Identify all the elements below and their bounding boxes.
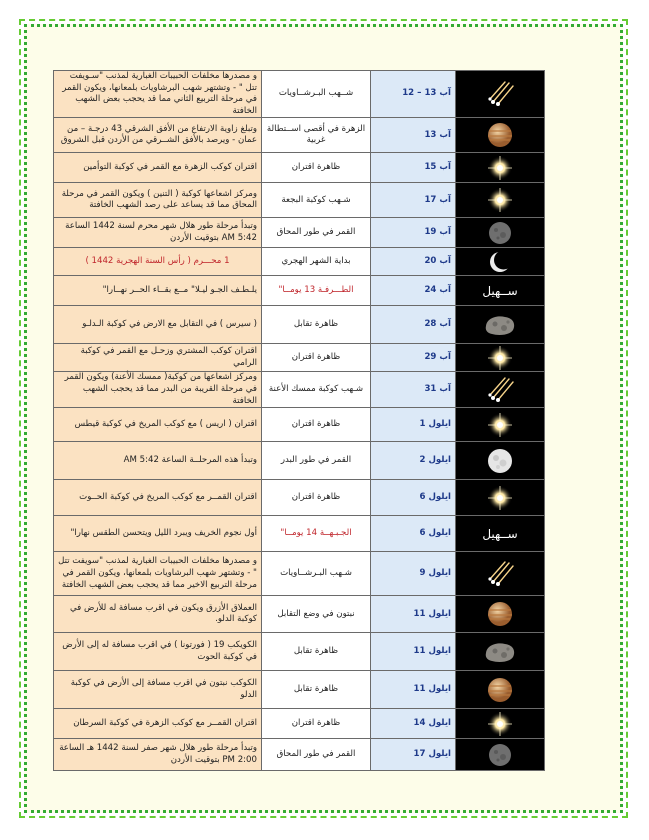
table-row	[54, 248, 545, 276]
event-description: ومركز اشعاعها كوكبة ( التنين ) ويكون القمر في مرحلة المحاق مما قد يساعد على رصد الشهب الخافتة	[54, 183, 262, 218]
event-name: ظاهرة تقابل	[262, 633, 371, 671]
event-date: آب 20	[371, 248, 456, 276]
event-description: اقتران القمــر مع كوكب الزهرة في كوكبة السرطان	[54, 709, 262, 739]
event-date: ايلول 11	[371, 671, 456, 709]
star-icon	[456, 153, 545, 183]
event-name: القمر في طور المحاق	[262, 218, 371, 248]
event-description: وتبدأ مرحلة طور هلال شهر محرم لسنة 1442 الساعة 5:42 AM بتوقيت الأردن	[54, 218, 262, 248]
event-name: بداية الشهر الهجري	[262, 248, 371, 276]
event-description: اقتران القمــر مع كوكب المريخ في كوكبة الحــوت	[54, 480, 262, 516]
table-row	[54, 183, 545, 218]
table-row	[54, 516, 545, 552]
event-name: شـهب كوكبة البجعة	[262, 183, 371, 218]
event-description: وتبدأ هذه المرحلــة الساعة 5:42 AM	[54, 442, 262, 480]
table-row	[54, 344, 545, 372]
event-description: الكويكب 19 ( فورتونا ) في اقرب مسافة له إلى الأرض في كوكبة الحوت	[54, 633, 262, 671]
event-date: ايلول 17	[371, 739, 456, 771]
event-description: ( سيرس ) في التقابل مع الارض في كوكبة الـدلـو	[54, 306, 262, 344]
event-date: آب 24	[371, 276, 456, 306]
table-row	[54, 372, 545, 408]
event-description: 1 محـــرم ( رأس السنة الهجرية 1442 )	[54, 248, 262, 276]
table-row	[54, 671, 545, 709]
star-icon	[456, 183, 545, 218]
event-description: العملاق الأزرق ويكون في اقرب مسافة له للأرض في كوكبة الدلو.	[54, 596, 262, 633]
event-name: ظاهرة اقتران	[262, 153, 371, 183]
event-name: ظاهرة تقابل	[262, 306, 371, 344]
event-name: القمر في طور البدر	[262, 442, 371, 480]
star-icon	[456, 344, 545, 372]
event-date: ايلول 11	[371, 633, 456, 671]
star-icon	[456, 709, 545, 739]
table-row	[54, 552, 545, 596]
event-date: ايلول 6	[371, 480, 456, 516]
event-date: آب 28	[371, 306, 456, 344]
event-date: آب 31	[371, 372, 456, 408]
meteor-icon	[456, 71, 545, 118]
event-name: ظاهرة تقابل	[262, 671, 371, 709]
table-row	[54, 71, 545, 118]
event-description: و مصدرها مخلفات الحبيبات الغبارية لمذنب "سـويفت تتل " - وتشتهر شهب البرشاويات بلمعانها، ويكون القمر في مرحلة التربيع الثاني مما قد يحجب بعض الشهب الخافتة	[54, 71, 262, 118]
asteroid-icon	[456, 633, 545, 671]
event-date: ايلول 9	[371, 552, 456, 596]
table-row	[54, 408, 545, 442]
event-description: اقتران كوكب المشتري وزحـل مع القمر في كوكبة الرامي	[54, 344, 262, 372]
star-icon	[456, 408, 545, 442]
event-date: آب 15	[371, 153, 456, 183]
suhail-label: ســهيل	[482, 526, 518, 541]
table-row	[54, 118, 545, 153]
event-date: ايلول 14	[371, 709, 456, 739]
event-date: ايلول 1	[371, 408, 456, 442]
event-date: آب 19	[371, 218, 456, 248]
event-description: ومركز اشعاعها من كوكبة( ممسك الأعنة) ويكون القمر في مرحلة القريبة من البدر مما قد يحجب الشهب الخافتة	[54, 372, 262, 408]
astronomy-calendar-table	[53, 70, 545, 771]
event-date: آب 29	[371, 344, 456, 372]
event-description: وتبلغ زاوية الارتفاع من الأفق الشرقي 43 درجـة – من عمان - ويرصد بالأفق الشــرقي من الأردن قبل الشروق	[54, 118, 262, 153]
event-name: الطـــرفـة 13 يومــا"	[262, 276, 371, 306]
suhail-icon	[456, 276, 545, 306]
event-date: آب 17	[371, 183, 456, 218]
table-row	[54, 709, 545, 739]
crescent-icon	[456, 248, 545, 276]
event-description: اقتران كوكب الزهرة مع القمر في كوكبة التوأمين	[54, 153, 262, 183]
table-row	[54, 442, 545, 480]
event-name: شـهب البـرشــاويات	[262, 552, 371, 596]
event-name: شـهب كوكبة ممسك الأعنة	[262, 372, 371, 408]
table-row	[54, 276, 545, 306]
event-name: شــهب البـرشــاويات	[262, 71, 371, 118]
event-date: آب 13 – 12	[371, 71, 456, 118]
jupiter-icon	[456, 596, 545, 633]
table-row	[54, 739, 545, 771]
table-row	[54, 153, 545, 183]
event-description: يلـطـف الجـو ليـلا" مــع بقــاء الحــر نهــارا"	[54, 276, 262, 306]
table-row	[54, 633, 545, 671]
jupiter-icon	[456, 671, 545, 709]
event-description: و مصدرها مخلفات الحبيبات الغبارية لمذنب "سويفت تتل " - وتشتهر شهب البرشاويات بلمعانها، ويكون القمر في مرحلة التربيع الاخير مما قد يحجب بعض الشهب الخافتة	[54, 552, 262, 596]
table-row	[54, 596, 545, 633]
event-date: ايلول 2	[371, 442, 456, 480]
event-name: ظاهرة اقتران	[262, 408, 371, 442]
meteor-icon	[456, 552, 545, 596]
event-date: آب 13	[371, 118, 456, 153]
event-name: الجـبـهــة 14 يومــا"	[262, 516, 371, 552]
suhail-label: ســهيل	[482, 283, 518, 298]
asteroid-icon	[456, 306, 545, 344]
event-date: ايلول 6	[371, 516, 456, 552]
suhail-icon	[456, 516, 545, 552]
table-row	[54, 218, 545, 248]
event-description: وتبدأ مرحلة طور هلال شهر صفر لسنة 1442 هـ الساعة 2:00 PM بتوقيت الأردن	[54, 739, 262, 771]
event-name: ظاهرة اقتران	[262, 480, 371, 516]
event-description: أول نجوم الخريف ويبرد الليل ويتحسن الطقس نهارا"	[54, 516, 262, 552]
event-name: ظاهرة اقتران	[262, 344, 371, 372]
dark-moon-icon	[456, 218, 545, 248]
star-icon	[456, 480, 545, 516]
event-name: الزهرة في أقصى اســتطالة غربية	[262, 118, 371, 153]
event-name: ظاهرة اقتران	[262, 709, 371, 739]
event-description: اقتران ( اريس ) مع كوكب المريخ في كوكبة قيطس	[54, 408, 262, 442]
table-row	[54, 480, 545, 516]
event-date: ايلول 11	[371, 596, 456, 633]
event-name: نبتون في وضع التقابل	[262, 596, 371, 633]
full-moon-icon	[456, 442, 545, 480]
jupiter-icon	[456, 118, 545, 153]
event-description: الكوكب نبتون في اقرب مسافة إلى الأرض في كوكبة الدلو	[54, 671, 262, 709]
meteor-icon	[456, 372, 545, 408]
table-row	[54, 306, 545, 344]
event-name: القمر في طور المحاق	[262, 739, 371, 771]
dark-moon-icon	[456, 739, 545, 771]
